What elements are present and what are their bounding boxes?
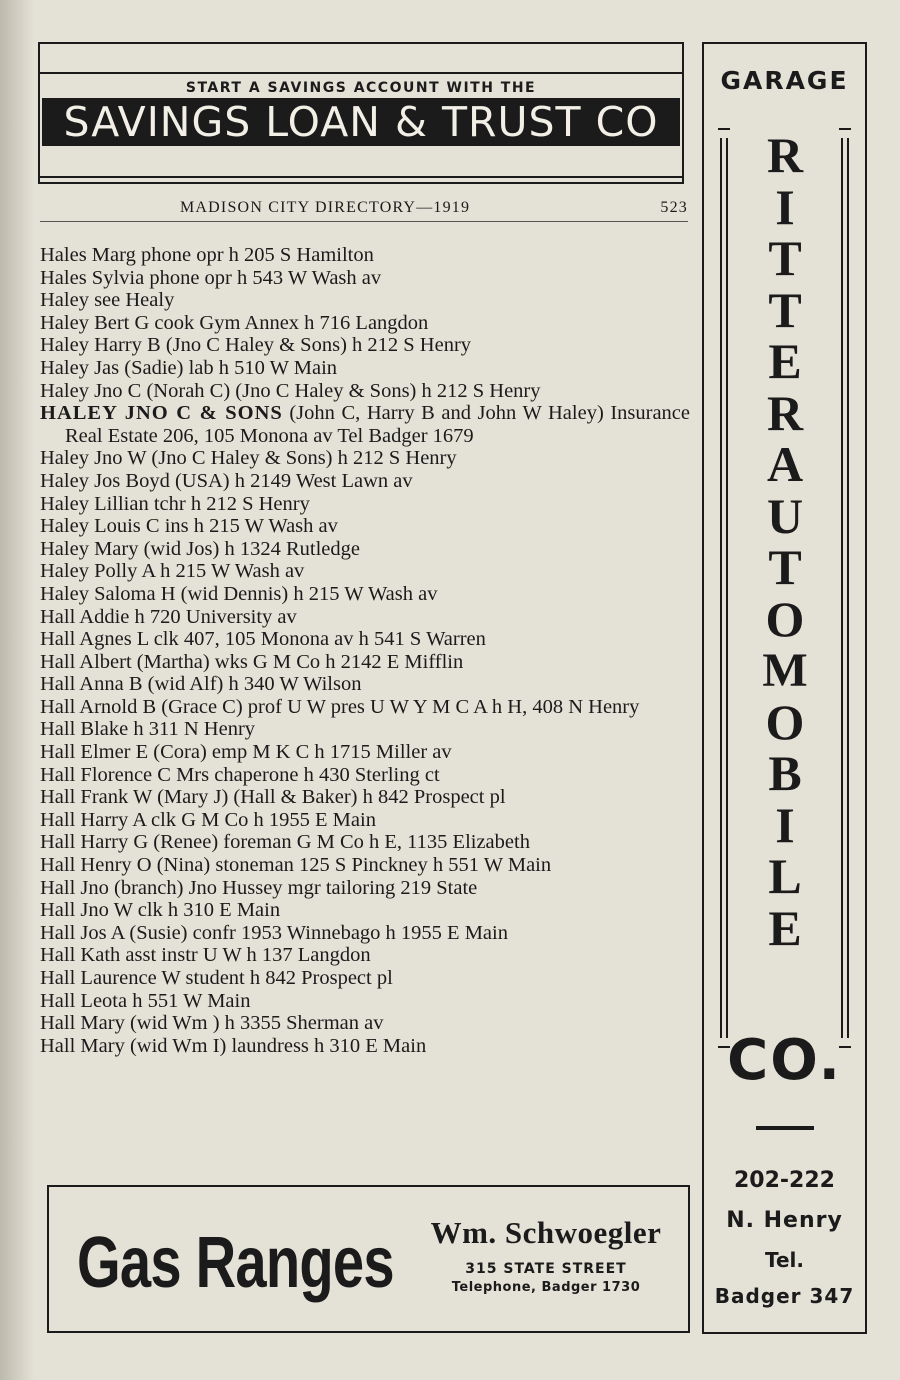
entry-details: Mrs chaperone h 430 Sterling ct bbox=[176, 763, 440, 786]
merchant-name: Wm. Schwoegler bbox=[430, 1215, 662, 1250]
entry-details: (branch) Jno Hussey mgr tailoring 219 State bbox=[114, 876, 478, 899]
entry-name: Hales Marg bbox=[40, 244, 136, 266]
ad-rule-bottom bbox=[40, 176, 682, 178]
page-number: 523 bbox=[660, 199, 688, 216]
directory-entry bbox=[40, 696, 690, 719]
directory-entry bbox=[40, 493, 690, 516]
garage-label: GARAGE bbox=[720, 66, 849, 95]
entry-name: Hall Laurence W bbox=[40, 967, 181, 989]
entry-details: clk h 310 E Main bbox=[137, 899, 281, 922]
directory-entry bbox=[40, 922, 690, 945]
entry-details: see Healy bbox=[94, 289, 175, 312]
entry-name: Haley Jas bbox=[40, 356, 120, 379]
entry-details: h 311 N Henry bbox=[133, 718, 256, 741]
entry-name: Hall Albert bbox=[40, 650, 132, 673]
address-number: 202-222 bbox=[734, 1168, 835, 1193]
directory-entry bbox=[40, 470, 690, 493]
company-name-letter: U bbox=[766, 487, 804, 544]
entry-details: (Renee) foreman G M Co h E, 1135 Elizabeth bbox=[153, 831, 530, 854]
directory-entry bbox=[40, 515, 690, 538]
entry-name: Hall Kath bbox=[40, 944, 121, 967]
directory-entry bbox=[40, 312, 690, 335]
company-name-letter: T bbox=[768, 539, 802, 595]
directory-title: MADISON CITY DIRECTORY—1919 bbox=[180, 199, 471, 216]
entry-name: Hall Mary bbox=[40, 1012, 125, 1035]
directory-entry bbox=[40, 447, 690, 470]
entry-details: (Mary J) (Hall & Baker) h 842 Prospect pl bbox=[157, 786, 506, 809]
divider-dash bbox=[756, 1126, 814, 1130]
company-name-letter: E bbox=[768, 333, 802, 389]
entry-name: Hall Harry G bbox=[40, 831, 149, 854]
entry-name: Haley Lillian bbox=[40, 492, 149, 515]
entry-name: Hall Jno W bbox=[40, 899, 133, 922]
entry-details: clk G M Co h 1955 E Main bbox=[151, 808, 376, 831]
entry-name: Hall Harry A bbox=[40, 808, 146, 831]
entry-details: (Susie) confr 1953 Winnebago h 1955 E Main bbox=[129, 921, 508, 944]
company-name-letter: O bbox=[765, 590, 805, 647]
directory-entry bbox=[40, 673, 690, 696]
entry-name: Hall Leota bbox=[40, 989, 128, 1012]
entry-details: (wid Dennis) h 215 W Wash av bbox=[180, 582, 438, 605]
entry-details: (USA) h 2149 West Lawn av bbox=[174, 469, 413, 492]
savings-bank-ad bbox=[38, 42, 684, 184]
entry-details: ins h 215 W Wash av bbox=[164, 515, 338, 538]
company-name-letter: E bbox=[768, 899, 802, 956]
entry-details: (Jno C Haley & Sons) h 212 S Henry bbox=[165, 334, 472, 357]
company-name-letter: I bbox=[775, 796, 795, 853]
entry-details: (Jno C Haley & Sons) h 212 S Henry bbox=[151, 447, 457, 470]
entry-name: Hall Jno bbox=[40, 876, 109, 899]
entry-name: Haley Jos Boyd bbox=[40, 469, 170, 492]
entry-name: Hall Blake bbox=[40, 718, 129, 741]
entry-details: (wid Wm I) laundress h 310 E Main bbox=[129, 1034, 427, 1057]
entry-details: h 551 W Main bbox=[132, 989, 251, 1012]
entry-details: (Norah C) (Jno C Haley & Sons) h 212 S Henry bbox=[146, 379, 541, 402]
company-name-letter: M bbox=[762, 644, 808, 697]
ad-rule-top bbox=[40, 72, 682, 74]
entry-details: (Nina) stoneman 125 S Pinckney h 551 W Main bbox=[156, 854, 552, 877]
entry-name: Hales Sylvia bbox=[40, 266, 145, 289]
entry-details: (Cora) emp M K C h 1715 Miller av bbox=[153, 741, 452, 764]
ritter-automobile-ad bbox=[702, 42, 867, 1334]
company-name-letter: R bbox=[766, 127, 804, 183]
company-name-letter: O bbox=[765, 693, 805, 750]
company-suffix: CO. bbox=[727, 1028, 842, 1093]
directory-entry bbox=[40, 402, 690, 447]
company-name-letter: T bbox=[768, 230, 802, 286]
directory-entry bbox=[40, 1012, 690, 1035]
directory-entry bbox=[40, 267, 690, 290]
directory-entry bbox=[40, 628, 690, 651]
directory-entry bbox=[40, 244, 690, 267]
tel-label: Tel. bbox=[764, 1248, 804, 1272]
entry-name: Haley Mary bbox=[40, 537, 139, 560]
entry-name: Haley Bert G bbox=[40, 311, 150, 334]
entry-details: h 720 University av bbox=[134, 605, 297, 628]
entry-details: h 215 W Wash av bbox=[160, 560, 305, 583]
directory-entry bbox=[40, 944, 690, 967]
entry-name: Haley Saloma H bbox=[40, 582, 176, 605]
entry-details: phone opr h 543 W Wash av bbox=[149, 266, 382, 289]
directory-entry bbox=[40, 606, 690, 629]
gas-ranges-ad bbox=[47, 1185, 690, 1333]
entry-name: Hall Frank W bbox=[40, 786, 152, 809]
directory-entry bbox=[40, 786, 690, 809]
entry-details: student h 842 Prospect pl bbox=[185, 967, 393, 989]
entry-name: Hall Anna B bbox=[40, 673, 143, 696]
entry-name: Haley Jno W bbox=[40, 447, 147, 470]
entry-name: Haley Jno C bbox=[40, 379, 142, 402]
company-name-letter: L bbox=[768, 848, 802, 904]
entry-name: Hall Henry O bbox=[40, 854, 152, 877]
merchant-address: 315 STATE STREET bbox=[465, 1261, 627, 1277]
company-name-letter: R bbox=[766, 384, 804, 441]
entry-name: Hall Florence C bbox=[40, 763, 171, 786]
entry-details: phone opr h 205 S Hamilton bbox=[140, 244, 374, 266]
directory-entry bbox=[40, 560, 690, 583]
directory-entry bbox=[40, 899, 690, 922]
entry-details: asst instr U W h 137 Langdon bbox=[125, 944, 371, 967]
right-rail-ornament bbox=[839, 128, 851, 1048]
directory-entry bbox=[40, 967, 690, 990]
entry-details: (wid Jos) h 1324 Rutledge bbox=[143, 537, 360, 560]
entry-name: HALEY JNO C & SONS bbox=[40, 402, 283, 425]
entry-details: clk 407, 105 Monona av h 541 S Warren bbox=[153, 628, 486, 651]
directory-listing bbox=[40, 244, 690, 1057]
directory-entry bbox=[40, 1035, 690, 1058]
directory-entry bbox=[40, 764, 690, 787]
directory-entry bbox=[40, 718, 690, 741]
merchant-phone: Telephone, Badger 1730 bbox=[451, 1280, 641, 1295]
address-street: N. Henry bbox=[726, 1208, 843, 1233]
entry-name: Hall Agnes L bbox=[40, 628, 149, 651]
company-name-letter: T bbox=[768, 281, 802, 338]
entry-details: (Martha) wks G M Co h 2142 E Mifflin bbox=[136, 650, 464, 673]
entry-details: cook Gym Annex h 716 Langdon bbox=[154, 311, 429, 334]
entry-name: Haley Louis C bbox=[40, 515, 160, 538]
entry-name: Hall Arnold B bbox=[40, 695, 157, 718]
company-name-letter: A bbox=[766, 436, 804, 492]
directory-entry bbox=[40, 741, 690, 764]
directory-entry bbox=[40, 289, 690, 312]
entry-name: Haley bbox=[40, 289, 89, 312]
bank-name: SAVINGS LOAN & TRUST CO bbox=[42, 98, 680, 146]
company-name-letter: B bbox=[768, 745, 802, 801]
company-name-letter: I bbox=[775, 178, 795, 235]
left-rail-ornament bbox=[718, 128, 730, 1048]
entry-name: Hall Addie bbox=[40, 605, 130, 628]
entry-details: tchr h 212 S Henry bbox=[153, 492, 310, 515]
entry-name: Hall Elmer E bbox=[40, 741, 149, 764]
entry-name: Hall Mary bbox=[40, 1034, 125, 1057]
entry-details: (wid Wm ) h 3355 Sherman av bbox=[129, 1012, 384, 1035]
entry-name: Haley Polly A bbox=[40, 560, 156, 583]
directory-entry bbox=[40, 854, 690, 877]
entry-name: Haley Harry B bbox=[40, 334, 161, 357]
ad-tagline: START A SAVINGS ACCOUNT WITH THE bbox=[185, 80, 537, 96]
entry-details: (Grace C) prof U W pres U W Y M C A h H, 408 N Henry bbox=[161, 695, 640, 718]
entry-details: (wid Alf) h 340 W Wilson bbox=[147, 673, 362, 696]
directory-entry bbox=[40, 357, 690, 380]
entry-details: (John C, Harry B and John W Haley) Insurance Real Estate 206, 105 Monona av Tel Badger 1679 bbox=[65, 402, 691, 447]
running-header bbox=[40, 199, 688, 222]
directory-entry bbox=[40, 809, 690, 832]
page-edge bbox=[0, 0, 34, 1380]
directory-entry bbox=[40, 538, 690, 561]
company-name-vertical bbox=[740, 127, 830, 956]
entry-name: Hall Jos A bbox=[40, 921, 125, 944]
entry-details: (Sadie) lab h 510 W Main bbox=[124, 356, 338, 379]
directory-entry bbox=[40, 651, 690, 674]
directory-entry bbox=[40, 990, 690, 1013]
directory-entry bbox=[40, 380, 690, 403]
tel-number: Badger 347 bbox=[714, 1284, 855, 1308]
product-name: Gas Ranges bbox=[77, 1223, 394, 1303]
directory-entry bbox=[40, 877, 690, 900]
directory-entry bbox=[40, 334, 690, 357]
directory-entry bbox=[40, 583, 690, 606]
directory-entry bbox=[40, 831, 690, 854]
